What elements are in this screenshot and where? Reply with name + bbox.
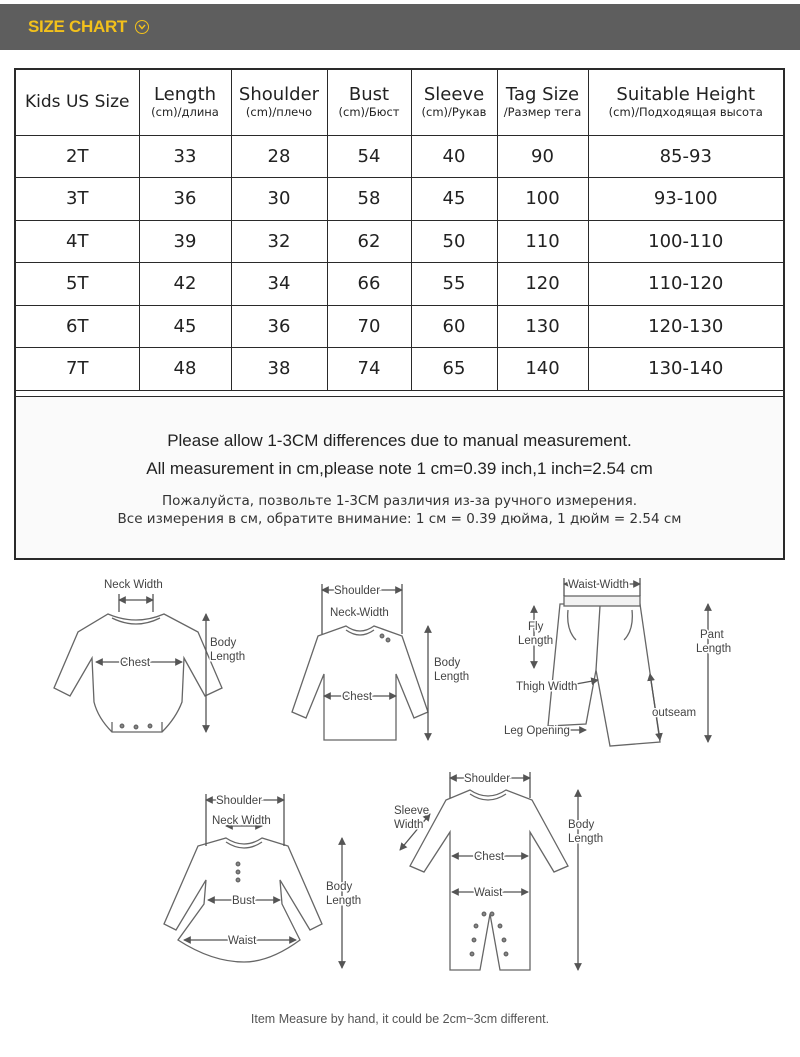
table-cell: 58 <box>327 178 411 221</box>
table-row <box>16 263 783 306</box>
sweater-body-label-2: Length <box>434 671 470 683</box>
pants-thigh-label: Thigh Width <box>516 681 578 693</box>
romper-body-label-1: Body <box>568 819 595 831</box>
sweater-neck-label: Neck Width <box>330 607 389 619</box>
table-cell: 42 <box>139 263 231 306</box>
note-russian-2: Все измерения в см, обратите внимание: 1 см = 0.39 дюйма, 1 дюйм = 2.54 см <box>117 511 682 527</box>
table-cell: 36 <box>231 305 327 348</box>
table-cell: 6T <box>16 305 139 348</box>
note-english-2: All measurement in cm,please note 1 cm=0.39 inch,1 inch=2.54 cm <box>146 459 653 478</box>
pants-length-label-1: Pant <box>700 629 724 641</box>
column-header: Length (cm)/длина <box>139 70 231 135</box>
pants-fly-label-1: Fly <box>528 621 544 633</box>
measurement-diagrams <box>0 570 800 1000</box>
size-chart-title: SIZE CHART <box>28 17 128 36</box>
pants-waist-label: Waist Width <box>568 579 629 591</box>
table-cell: 7T <box>16 348 139 391</box>
table-cell: 4T <box>16 220 139 263</box>
table-cell: 66 <box>327 263 411 306</box>
column-header: Tag Size /Размер тега <box>497 70 588 135</box>
table-cell: 32 <box>231 220 327 263</box>
table-cell: 50 <box>411 220 497 263</box>
bodysuit-chest-label: Chest <box>120 657 151 669</box>
table-cell: 90 <box>497 135 588 178</box>
table-cell: 130-140 <box>588 348 783 391</box>
dress-bust-label: Bust <box>232 895 256 907</box>
table-cell: 48 <box>139 348 231 391</box>
romper-waist-label: Waist <box>474 887 503 899</box>
table-row <box>16 178 783 221</box>
table-cell: 74 <box>327 348 411 391</box>
table-cell: 34 <box>231 263 327 306</box>
bodysuit-body-label-2: Length <box>210 651 246 663</box>
table-cell: 3T <box>16 178 139 221</box>
column-header: Kids US Size <box>16 70 139 135</box>
table-cell: 2T <box>16 135 139 178</box>
table-cell: 85-93 <box>588 135 783 178</box>
table-cell: 39 <box>139 220 231 263</box>
table-cell: 60 <box>411 305 497 348</box>
table-cell: 33 <box>139 135 231 178</box>
table-cell: 120-130 <box>588 305 783 348</box>
dress-waist-label: Waist <box>228 935 257 947</box>
bodysuit-body-label-1: Body <box>210 637 237 649</box>
table-cell: 28 <box>231 135 327 178</box>
bodysuit-neck-label: Neck Width <box>104 579 163 591</box>
table-cell: 45 <box>139 305 231 348</box>
romper-sleeve-label-1: Sleeve <box>394 805 430 817</box>
pants-leg-opening-label: Leg Opening <box>504 725 570 737</box>
romper-body-label-2: Length <box>568 833 604 845</box>
note-english-1: Please allow 1-3CM differences due to manual measurement. <box>167 431 632 450</box>
table-cell: 130 <box>497 305 588 348</box>
romper-sleeve-label-2: Width <box>394 819 424 831</box>
chevron-down-circle-icon <box>135 20 149 34</box>
table-cell: 40 <box>411 135 497 178</box>
measurement-notes <box>16 396 783 558</box>
table-cell: 38 <box>231 348 327 391</box>
table-cell: 100 <box>497 178 588 221</box>
dress-neck-label: Neck Width <box>212 815 271 827</box>
column-header: Shoulder (cm)/плечо <box>231 70 327 135</box>
table-cell: 110 <box>497 220 588 263</box>
sweater-body-label-1: Body <box>434 657 461 669</box>
table-cell: 110-120 <box>588 263 783 306</box>
table-cell: 54 <box>327 135 411 178</box>
table-cell: 100-110 <box>588 220 783 263</box>
table-row <box>16 135 783 178</box>
pants-diagram <box>534 578 708 746</box>
size-chart-box <box>14 68 785 560</box>
note-russian-1: Пожалуйста, позвольте 1-3CM различия из-за ручного измерения. <box>161 493 638 509</box>
table-cell: 120 <box>497 263 588 306</box>
column-header: Sleeve (cm)/Рукав <box>411 70 497 135</box>
table-header-row <box>16 70 783 135</box>
pants-outseam-label: outseam <box>652 707 697 719</box>
table-cell: 65 <box>411 348 497 391</box>
header-bar <box>0 4 800 50</box>
table-row <box>16 220 783 263</box>
table-cell: 70 <box>327 305 411 348</box>
table-cell: 93-100 <box>588 178 783 221</box>
table-cell: 62 <box>327 220 411 263</box>
romper-shoulder-label: Shoulder <box>464 773 511 785</box>
table-cell: 55 <box>411 263 497 306</box>
sweater-chest-label: Chest <box>342 691 373 703</box>
romper-chest-label: Chest <box>474 851 505 863</box>
pants-fly-label-2: Length <box>518 635 554 647</box>
dress-body-label-1: Body <box>326 881 353 893</box>
dress-body-label-2: Length <box>326 895 362 907</box>
column-header: Bust (cm)/Бюст <box>327 70 411 135</box>
sweater-shoulder-label: Shoulder <box>334 585 381 597</box>
romper-diagram <box>400 772 578 970</box>
column-header: Suitable Height (cm)/Подходящая высота <box>588 70 783 135</box>
table-row <box>16 348 783 391</box>
size-table <box>16 70 783 391</box>
table-cell: 30 <box>231 178 327 221</box>
table-cell: 36 <box>139 178 231 221</box>
table-cell: 140 <box>497 348 588 391</box>
pants-length-label-2: Length <box>696 643 732 655</box>
footer-note: Item Measure by hand, it could be 2cm~3cm different. <box>250 1012 550 1026</box>
table-cell: 5T <box>16 263 139 306</box>
table-cell: 45 <box>411 178 497 221</box>
table-row <box>16 305 783 348</box>
dress-shoulder-label: Shoulder <box>216 795 263 807</box>
